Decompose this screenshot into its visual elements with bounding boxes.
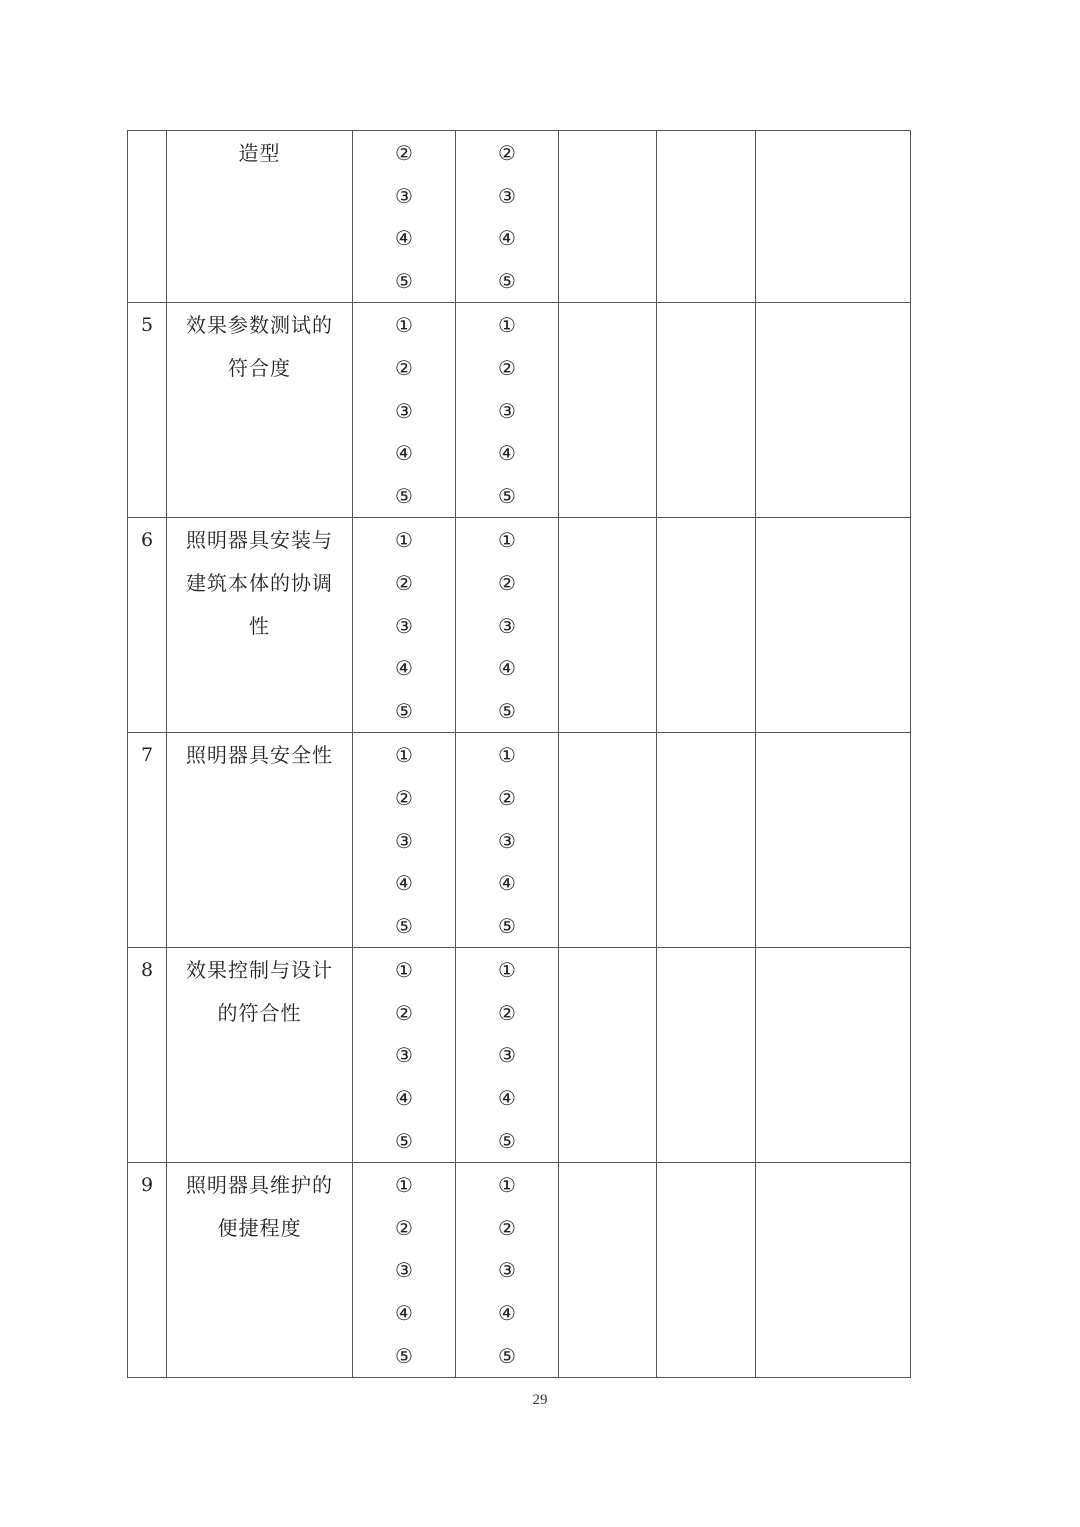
rating-option: ② bbox=[498, 785, 516, 810]
rating-option: ③ bbox=[498, 1043, 516, 1068]
empty-cell bbox=[559, 1163, 657, 1378]
rating-option: ② bbox=[498, 1000, 516, 1025]
rating-option: ② bbox=[395, 1215, 413, 1240]
rating-option: ③ bbox=[498, 398, 516, 423]
rating-options-column-1 bbox=[353, 733, 456, 948]
rating-option: ③ bbox=[395, 398, 413, 423]
rating-option: ⑤ bbox=[395, 1343, 413, 1368]
rating-option: ② bbox=[395, 785, 413, 810]
rating-option: ⑤ bbox=[498, 698, 516, 723]
rating-option: ① bbox=[395, 313, 413, 338]
table-row bbox=[128, 303, 911, 518]
rating-option: ② bbox=[395, 141, 413, 165]
rating-option: ② bbox=[395, 570, 413, 595]
rating-option: ⑤ bbox=[395, 1128, 413, 1153]
row-number: 8 bbox=[128, 948, 167, 1163]
empty-cell bbox=[657, 518, 756, 733]
evaluation-item-line: 性 bbox=[249, 613, 270, 638]
rating-option: ① bbox=[395, 958, 413, 983]
table-row bbox=[128, 518, 911, 733]
empty-cell bbox=[657, 131, 756, 303]
empty-cell bbox=[559, 733, 657, 948]
rating-option: ① bbox=[395, 743, 413, 768]
rating-option: ⑤ bbox=[395, 698, 413, 723]
evaluation-item-line: 照明器具安全性 bbox=[186, 743, 333, 768]
empty-cell bbox=[559, 948, 657, 1163]
rating-option: ⑤ bbox=[395, 268, 413, 293]
table-row bbox=[128, 1163, 911, 1378]
table-row bbox=[128, 948, 911, 1163]
rating-option: ⑤ bbox=[395, 483, 413, 508]
evaluation-item-line: 建筑本体的协调 bbox=[186, 570, 333, 595]
rating-option: ① bbox=[498, 743, 516, 768]
rating-option: ⑤ bbox=[498, 1343, 516, 1368]
rating-options-column-2 bbox=[456, 1163, 559, 1378]
rating-option: ① bbox=[498, 528, 516, 553]
rating-option: ④ bbox=[498, 226, 516, 251]
rating-option: ④ bbox=[395, 656, 413, 681]
rating-option: ③ bbox=[395, 1258, 413, 1283]
empty-cell bbox=[756, 948, 911, 1163]
empty-cell bbox=[756, 518, 911, 733]
table-row bbox=[128, 733, 911, 948]
rating-option: ④ bbox=[395, 226, 413, 251]
row-number: 5 bbox=[128, 303, 167, 518]
rating-options-column-2 bbox=[456, 303, 559, 518]
empty-cell bbox=[756, 131, 911, 303]
rating-option: ③ bbox=[395, 828, 413, 853]
row-number: 7 bbox=[128, 733, 167, 948]
rating-options-column-1 bbox=[353, 948, 456, 1163]
empty-cell bbox=[657, 948, 756, 1163]
evaluation-item-line: 符合度 bbox=[228, 355, 291, 380]
empty-cell bbox=[756, 733, 911, 948]
evaluation-item-line: 的符合性 bbox=[217, 1000, 302, 1025]
evaluation-item-line: 效果参数测试的 bbox=[186, 313, 333, 338]
rating-option: ② bbox=[395, 355, 413, 380]
row-number: 6 bbox=[128, 518, 167, 733]
evaluation-item-line: 效果控制与设计 bbox=[186, 958, 333, 983]
rating-option: ② bbox=[395, 1000, 413, 1025]
rating-option: ③ bbox=[395, 613, 413, 638]
evaluation-item bbox=[167, 303, 353, 518]
rating-option: ④ bbox=[498, 441, 516, 466]
evaluation-item-line: 造型 bbox=[238, 141, 281, 165]
row-number: 9 bbox=[128, 1163, 167, 1378]
empty-cell bbox=[657, 733, 756, 948]
empty-cell bbox=[559, 303, 657, 518]
rating-option: ③ bbox=[498, 1258, 516, 1283]
rating-option: ⑤ bbox=[498, 483, 516, 508]
rating-option: ⑤ bbox=[498, 913, 516, 938]
rating-options-column-1 bbox=[353, 518, 456, 733]
rating-option: ③ bbox=[395, 183, 413, 208]
rating-option: ① bbox=[498, 958, 516, 983]
rating-option: ② bbox=[498, 355, 516, 380]
rating-option: ③ bbox=[395, 1043, 413, 1068]
rating-option: ② bbox=[498, 570, 516, 595]
rating-option: ② bbox=[498, 1215, 516, 1240]
rating-option: ① bbox=[395, 528, 413, 553]
rating-option: ⑤ bbox=[498, 1128, 516, 1153]
rating-option: ④ bbox=[395, 1301, 413, 1326]
rating-option: ⑤ bbox=[498, 268, 516, 293]
evaluation-item bbox=[167, 948, 353, 1163]
empty-cell bbox=[559, 131, 657, 303]
evaluation-item bbox=[167, 1163, 353, 1378]
empty-cell bbox=[657, 1163, 756, 1378]
table-row bbox=[128, 131, 911, 303]
evaluation-item-line: 照明器具维护的 bbox=[186, 1173, 333, 1198]
rating-options-column-2 bbox=[456, 733, 559, 948]
rating-option: ④ bbox=[498, 1086, 516, 1111]
evaluation-table bbox=[127, 130, 911, 1378]
rating-option: ③ bbox=[498, 828, 516, 853]
rating-options-column-2 bbox=[456, 948, 559, 1163]
rating-option: ④ bbox=[395, 1086, 413, 1111]
evaluation-item bbox=[167, 518, 353, 733]
rating-option: ① bbox=[498, 1173, 516, 1198]
evaluation-item bbox=[167, 131, 353, 303]
rating-option: ④ bbox=[395, 441, 413, 466]
rating-option: ④ bbox=[498, 656, 516, 681]
rating-option: ④ bbox=[498, 871, 516, 896]
rating-option: ③ bbox=[498, 613, 516, 638]
rating-option: ② bbox=[498, 141, 516, 165]
rating-option: ① bbox=[498, 313, 516, 338]
rating-options-column-1 bbox=[353, 1163, 456, 1378]
empty-cell bbox=[756, 1163, 911, 1378]
rating-option: ⑤ bbox=[395, 913, 413, 938]
evaluation-item bbox=[167, 733, 353, 948]
rating-options-column-2 bbox=[456, 131, 559, 303]
empty-cell bbox=[756, 303, 911, 518]
rating-options-column-1 bbox=[353, 131, 456, 303]
rating-options-column-1 bbox=[353, 303, 456, 518]
rating-option: ④ bbox=[395, 871, 413, 896]
row-number bbox=[128, 131, 167, 303]
empty-cell bbox=[559, 518, 657, 733]
evaluation-item-line: 便捷程度 bbox=[217, 1215, 302, 1240]
rating-option: ③ bbox=[498, 183, 516, 208]
rating-option: ① bbox=[395, 1173, 413, 1198]
rating-option: ④ bbox=[498, 1301, 516, 1326]
evaluation-table-body bbox=[128, 131, 911, 1378]
rating-options-column-2 bbox=[456, 518, 559, 733]
evaluation-item-line: 照明器具安装与 bbox=[186, 528, 333, 553]
empty-cell bbox=[657, 303, 756, 518]
page-number: 29 bbox=[532, 1392, 548, 1408]
